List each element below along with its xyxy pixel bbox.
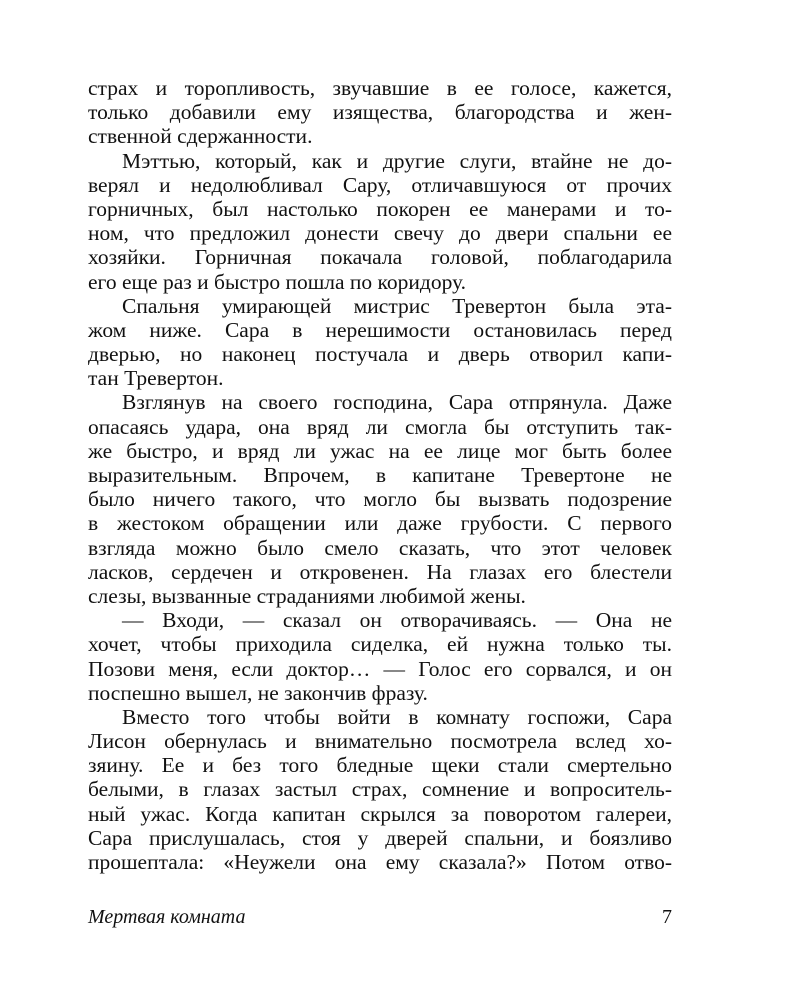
text-line: только добавили ему изящества, благородства и жен- (88, 100, 672, 125)
text-line: было ничего такого, что могло бы вызвать подозрение (88, 487, 672, 512)
paragraph (88, 76, 672, 149)
text-line: поспешно вышел, не закончив фразу. (88, 680, 428, 705)
text-line: тан Тревертон. (88, 366, 224, 391)
paragraph (88, 390, 672, 608)
text-line: в жестоком обращении или даже грубости. С первого (88, 511, 672, 536)
paragraph (88, 149, 672, 294)
text-line: ном, что предложил донести свечу до двери спальни ее (88, 221, 672, 246)
text-line: ственной сдержанности. (88, 124, 313, 149)
text-line: дверью, но наконец постучала и дверь отворил капи- (88, 342, 672, 367)
text-line: Позови меня, если доктор… — Голос его сорвался, и он (88, 656, 672, 681)
text-line: Взглянув на своего господина, Сара отпрянула. Даже (122, 390, 672, 415)
text-line: горничных, был настолько покорен ее манерами и то- (88, 196, 672, 221)
text-line: Сара прислушалась, стоя у дверей спальни, и боязливо (88, 825, 672, 850)
text-line: — Входи, — сказал он отворачиваясь. — Она не (122, 608, 672, 633)
text-line: выразительным. Впрочем, в капитане Тревертоне не (88, 463, 672, 487)
paragraph (88, 294, 672, 391)
text-line: взгляда можно было смело сказать, что этот человек (88, 535, 672, 560)
text-line: жом ниже. Сара в нерешимости остановилась перед (88, 317, 672, 342)
text-line: Лисон обернулась и внимательно посмотрела вслед хо- (88, 729, 672, 754)
paragraph (88, 608, 672, 705)
text-line: хочет, чтобы приходила сиделка, ей нужна только ты. (88, 632, 672, 657)
paragraph (88, 705, 672, 874)
text-line: Спальня умирающей мистрис Тревертон была эта- (122, 293, 672, 318)
text-line: ласков, сердечен и откровенен. На глазах его блестели (88, 559, 672, 584)
text-line: его еще раз и быстро пошла по коридору. (88, 269, 467, 294)
page-number: 7 (662, 906, 672, 928)
text-line: Мэттью, который, как и другие слуги, втайне не до- (122, 148, 672, 173)
text-line: слезы, вызванные страданиями любимой жены. (88, 583, 526, 608)
text-line: Вместо того чтобы войти в комнату госпожи, Сара (122, 704, 672, 729)
text-line: же быстро, и вряд ли ужас на ее лице мог быть более (88, 438, 672, 463)
running-title: Мертвая комната (88, 906, 246, 928)
text-line: прошептала: «Неужели она ему сказала?» Потом отво- (88, 850, 672, 874)
text-line: страх и торопливость, звучавшие в ее голосе, кажется, (88, 76, 672, 100)
text-line: зяину. Ее и без того бледные щеки стали смертельно (88, 753, 672, 778)
page-body (88, 76, 672, 874)
text-line: верял и недолюбливал Сару, отличавшуюся от прочих (88, 172, 672, 197)
text-line: ный ужас. Когда капитан скрылся за поворотом галереи, (88, 801, 672, 826)
text-line: опасаясь удара, она вряд ли смогла бы отступить так- (88, 414, 672, 439)
page-footer (88, 904, 672, 930)
text-line: белыми, в глазах застыл страх, сомнение и вопроситель- (88, 777, 672, 802)
text-line: хозяйки. Горничная покачала головой, поблагодарила (88, 245, 672, 270)
